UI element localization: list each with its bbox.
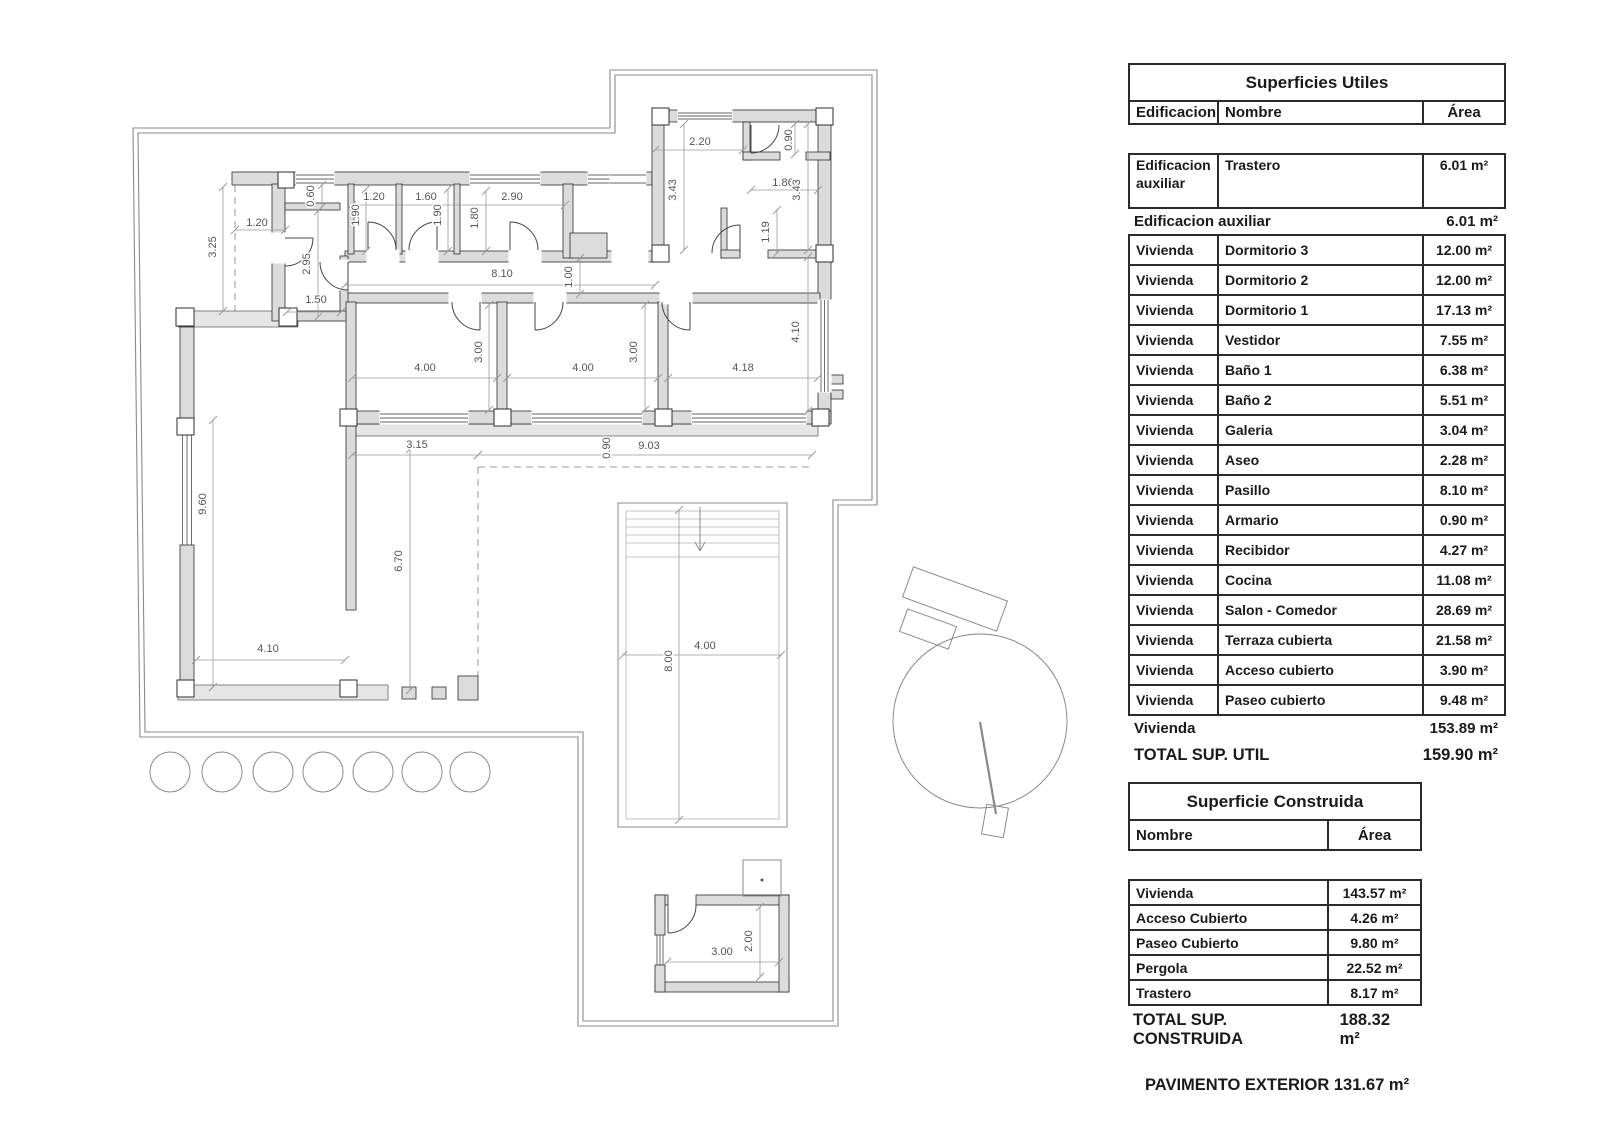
table-cell-nombre: Dormitorio 3 xyxy=(1217,236,1422,264)
dimension-label: 0.90 xyxy=(783,129,795,151)
dimension-label: 4.00 xyxy=(694,640,716,652)
dimension-label: 4.00 xyxy=(414,362,436,374)
superficies-utiles-title: Superficies Utiles xyxy=(1245,72,1389,92)
table-cell-edificacion: Vivienda xyxy=(1136,272,1194,288)
dimension-label: 6.70 xyxy=(393,550,405,572)
table-cell-area: 8.10 m² xyxy=(1422,476,1504,504)
pavimento-exterior-label: PAVIMENTO EXTERIOR 131.67 m² xyxy=(1145,1076,1410,1094)
superficies-utiles-table xyxy=(1128,63,1506,770)
table-cell-edificacion: Vivienda xyxy=(1136,512,1194,528)
table-cell-edificacion: Vivienda xyxy=(1136,362,1194,378)
table-cell-area: 12.00 m² xyxy=(1422,236,1504,264)
table-cell-area: 143.57 m² xyxy=(1327,881,1420,904)
dimension-label: 3.00 xyxy=(473,341,485,363)
table-cell-nombre: Pergola xyxy=(1136,959,1188,976)
table-cell-nombre: Trastero xyxy=(1136,984,1192,1001)
table-row xyxy=(1130,954,1420,979)
dimension-label: 4.10 xyxy=(257,643,279,655)
table-cell-nombre: Salon - Comedor xyxy=(1217,596,1422,624)
tree-row xyxy=(150,752,490,792)
table-row xyxy=(1130,414,1504,444)
superficie-construida-table xyxy=(1128,782,1422,1095)
vivienda-subtotal-area: 153.89 m² xyxy=(1429,720,1498,737)
table-cell-area: 3.04 m² xyxy=(1422,416,1504,444)
dimension-label: 2.00 xyxy=(743,930,755,952)
table-cell-nombre: Acceso cubierto xyxy=(1217,656,1422,684)
table-row xyxy=(1130,474,1504,504)
dimension-label: 3.43 xyxy=(667,179,679,201)
table-cell-nombre: Terraza cubierta xyxy=(1217,626,1422,654)
table-row xyxy=(1130,624,1504,654)
table-row xyxy=(1130,384,1504,414)
table-row xyxy=(1130,444,1504,474)
table-cell-area: 0.90 m² xyxy=(1422,506,1504,534)
table-cell-nombre: Dormitorio 2 xyxy=(1217,266,1422,294)
table-row xyxy=(1130,684,1504,714)
table-cell-nombre: Baño 1 xyxy=(1217,356,1422,384)
dimension-label: 1.80 xyxy=(469,207,481,229)
construida-rows xyxy=(1128,879,1422,1006)
table-cell-edificacion: Vivienda xyxy=(1136,452,1194,468)
aux-subtotal-label: Edificacion auxiliar xyxy=(1134,213,1271,230)
table-cell-area: 28.69 m² xyxy=(1422,596,1504,624)
table-cell-nombre: Pasillo xyxy=(1217,476,1422,504)
table-row xyxy=(1130,534,1504,564)
total-util-label: TOTAL SUP. UTIL xyxy=(1134,746,1270,764)
table-cell-area: 9.80 m² xyxy=(1327,931,1420,954)
vivienda-subtotal-label: Vivienda xyxy=(1134,720,1196,737)
total-util-area: 159.90 m² xyxy=(1422,746,1498,764)
dimension-label: 2.95 xyxy=(301,253,313,275)
table-row xyxy=(1130,881,1420,904)
dimension-label: 8.00 xyxy=(663,650,675,672)
dimension-label: 1.20 xyxy=(246,217,268,229)
table-row xyxy=(1130,979,1420,1004)
col-header-nombre: Nombre xyxy=(1217,102,1422,123)
table-cell-edificacion: Vivienda xyxy=(1136,602,1194,618)
pergola xyxy=(893,567,1067,838)
table-row xyxy=(1130,236,1504,264)
table-cell-nombre: Acceso Cubierto xyxy=(1136,909,1248,926)
aux-area-cell: 6.01 m² xyxy=(1422,155,1504,207)
table-cell-nombre: Baño 2 xyxy=(1217,386,1422,414)
table-row xyxy=(1130,264,1504,294)
dimension-label: 2.20 xyxy=(689,136,711,148)
table-cell-nombre: Recibidor xyxy=(1217,536,1422,564)
table-cell-area: 5.51 m² xyxy=(1422,386,1504,414)
table-cell-edificacion: Vivienda xyxy=(1136,302,1194,318)
dimension-label: 1.86 xyxy=(772,177,794,189)
table-cell-nombre: Vivienda xyxy=(1136,884,1194,901)
table-cell-area: 4.27 m² xyxy=(1422,536,1504,564)
table-cell-area: 6.38 m² xyxy=(1422,356,1504,384)
superficie-construida-title: Superficie Construida xyxy=(1186,791,1364,811)
dimension-label: 1.00 xyxy=(563,266,575,288)
plot-boundary xyxy=(133,70,877,1026)
total-construida-label: TOTAL SUP. CONSTRUIDA xyxy=(1133,1011,1243,1048)
table-cell-area: 7.55 m² xyxy=(1422,326,1504,354)
dimension-label: 3.25 xyxy=(207,236,219,258)
table-row xyxy=(1130,564,1504,594)
dimension-label: 3.00 xyxy=(711,946,733,958)
dimension-label: 3.43 xyxy=(791,179,803,201)
col-header-edificacion: Edificacion xyxy=(1136,104,1217,121)
dimension-label: 1.60 xyxy=(415,191,437,203)
col-header-area: Área xyxy=(1422,102,1504,123)
table-row xyxy=(1130,929,1420,954)
dimension-label: 9.60 xyxy=(197,493,209,515)
table-cell-nombre: Armario xyxy=(1217,506,1422,534)
dimension-label: 4.18 xyxy=(732,362,754,374)
table-cell-area: 22.52 m² xyxy=(1327,956,1420,979)
doors xyxy=(285,125,779,933)
table-row xyxy=(1130,654,1504,684)
aux-nombre-cell: Trastero xyxy=(1217,155,1422,207)
dimension-label: 1.50 xyxy=(305,294,327,306)
utiles-rows xyxy=(1128,234,1506,716)
dimension-label: 9.03 xyxy=(638,440,660,452)
table-row xyxy=(1130,324,1504,354)
table-row xyxy=(1130,594,1504,624)
dimension-label: 1.20 xyxy=(363,191,385,203)
table-cell-edificacion: Vivienda xyxy=(1136,332,1194,348)
dimension-label: 3.00 xyxy=(628,341,640,363)
table-cell-nombre: Dormitorio 1 xyxy=(1217,296,1422,324)
dimension-label: 0.90 xyxy=(601,437,613,459)
table-cell-area: 9.48 m² xyxy=(1422,686,1504,714)
table-cell-area: 17.13 m² xyxy=(1422,296,1504,324)
col-header-nombre2: Nombre xyxy=(1136,826,1193,844)
table-cell-nombre: Aseo xyxy=(1217,446,1422,474)
table-row xyxy=(1130,904,1420,929)
col-header-area2: Área xyxy=(1327,821,1420,849)
total-construida-area: 188.32 m² xyxy=(1339,1011,1391,1048)
dimension-label: 8.10 xyxy=(491,268,513,280)
table-cell-edificacion: Vivienda xyxy=(1136,242,1194,258)
table-cell-nombre: Cocina xyxy=(1217,566,1422,594)
table-cell-edificacion: Vivienda xyxy=(1136,662,1194,678)
table-cell-area: 21.58 m² xyxy=(1422,626,1504,654)
table-cell-edificacion: Vivienda xyxy=(1136,392,1194,408)
dimension-label: 2.90 xyxy=(501,191,523,203)
table-row xyxy=(1130,354,1504,384)
aux-subtotal-area: 6.01 m² xyxy=(1446,213,1498,230)
table-cell-nombre: Paseo cubierto xyxy=(1217,686,1422,714)
table-cell-nombre: Paseo Cubierto xyxy=(1136,934,1239,951)
table-cell-area: 11.08 m² xyxy=(1422,566,1504,594)
dimension-lines xyxy=(192,120,822,981)
table-row xyxy=(1130,504,1504,534)
table-cell-edificacion: Vivienda xyxy=(1136,542,1194,558)
table-row xyxy=(1130,294,1504,324)
table-cell-nombre: Vestidor xyxy=(1217,326,1422,354)
table-cell-edificacion: Vivienda xyxy=(1136,422,1194,438)
table-cell-area: 3.90 m² xyxy=(1422,656,1504,684)
table-cell-edificacion: Vivienda xyxy=(1136,572,1194,588)
dimension-label: 0.60 xyxy=(305,185,317,207)
dimension-label: 3.15 xyxy=(406,439,428,451)
swimming-pool xyxy=(618,503,787,827)
table-cell-area: 8.17 m² xyxy=(1327,981,1420,1004)
dimension-label: 4.00 xyxy=(572,362,594,374)
dimension-label: 4.10 xyxy=(790,321,802,343)
table-cell-edificacion: Vivienda xyxy=(1136,482,1194,498)
table-cell-area: 2.28 m² xyxy=(1422,446,1504,474)
table-cell-area: 12.00 m² xyxy=(1422,266,1504,294)
dimension-label: 1.90 xyxy=(350,204,362,226)
table-cell-edificacion: Vivienda xyxy=(1136,692,1194,708)
dimension-label: 1.90 xyxy=(432,204,444,226)
utility-box xyxy=(743,860,781,896)
table-cell-nombre: Galeria xyxy=(1217,416,1422,444)
table-cell-area: 4.26 m² xyxy=(1327,906,1420,929)
table-cell-edificacion: Vivienda xyxy=(1136,632,1194,648)
aux-edificacion-cell: Edificacion auxiliar xyxy=(1136,157,1211,191)
dimension-label: 1.19 xyxy=(760,221,772,243)
